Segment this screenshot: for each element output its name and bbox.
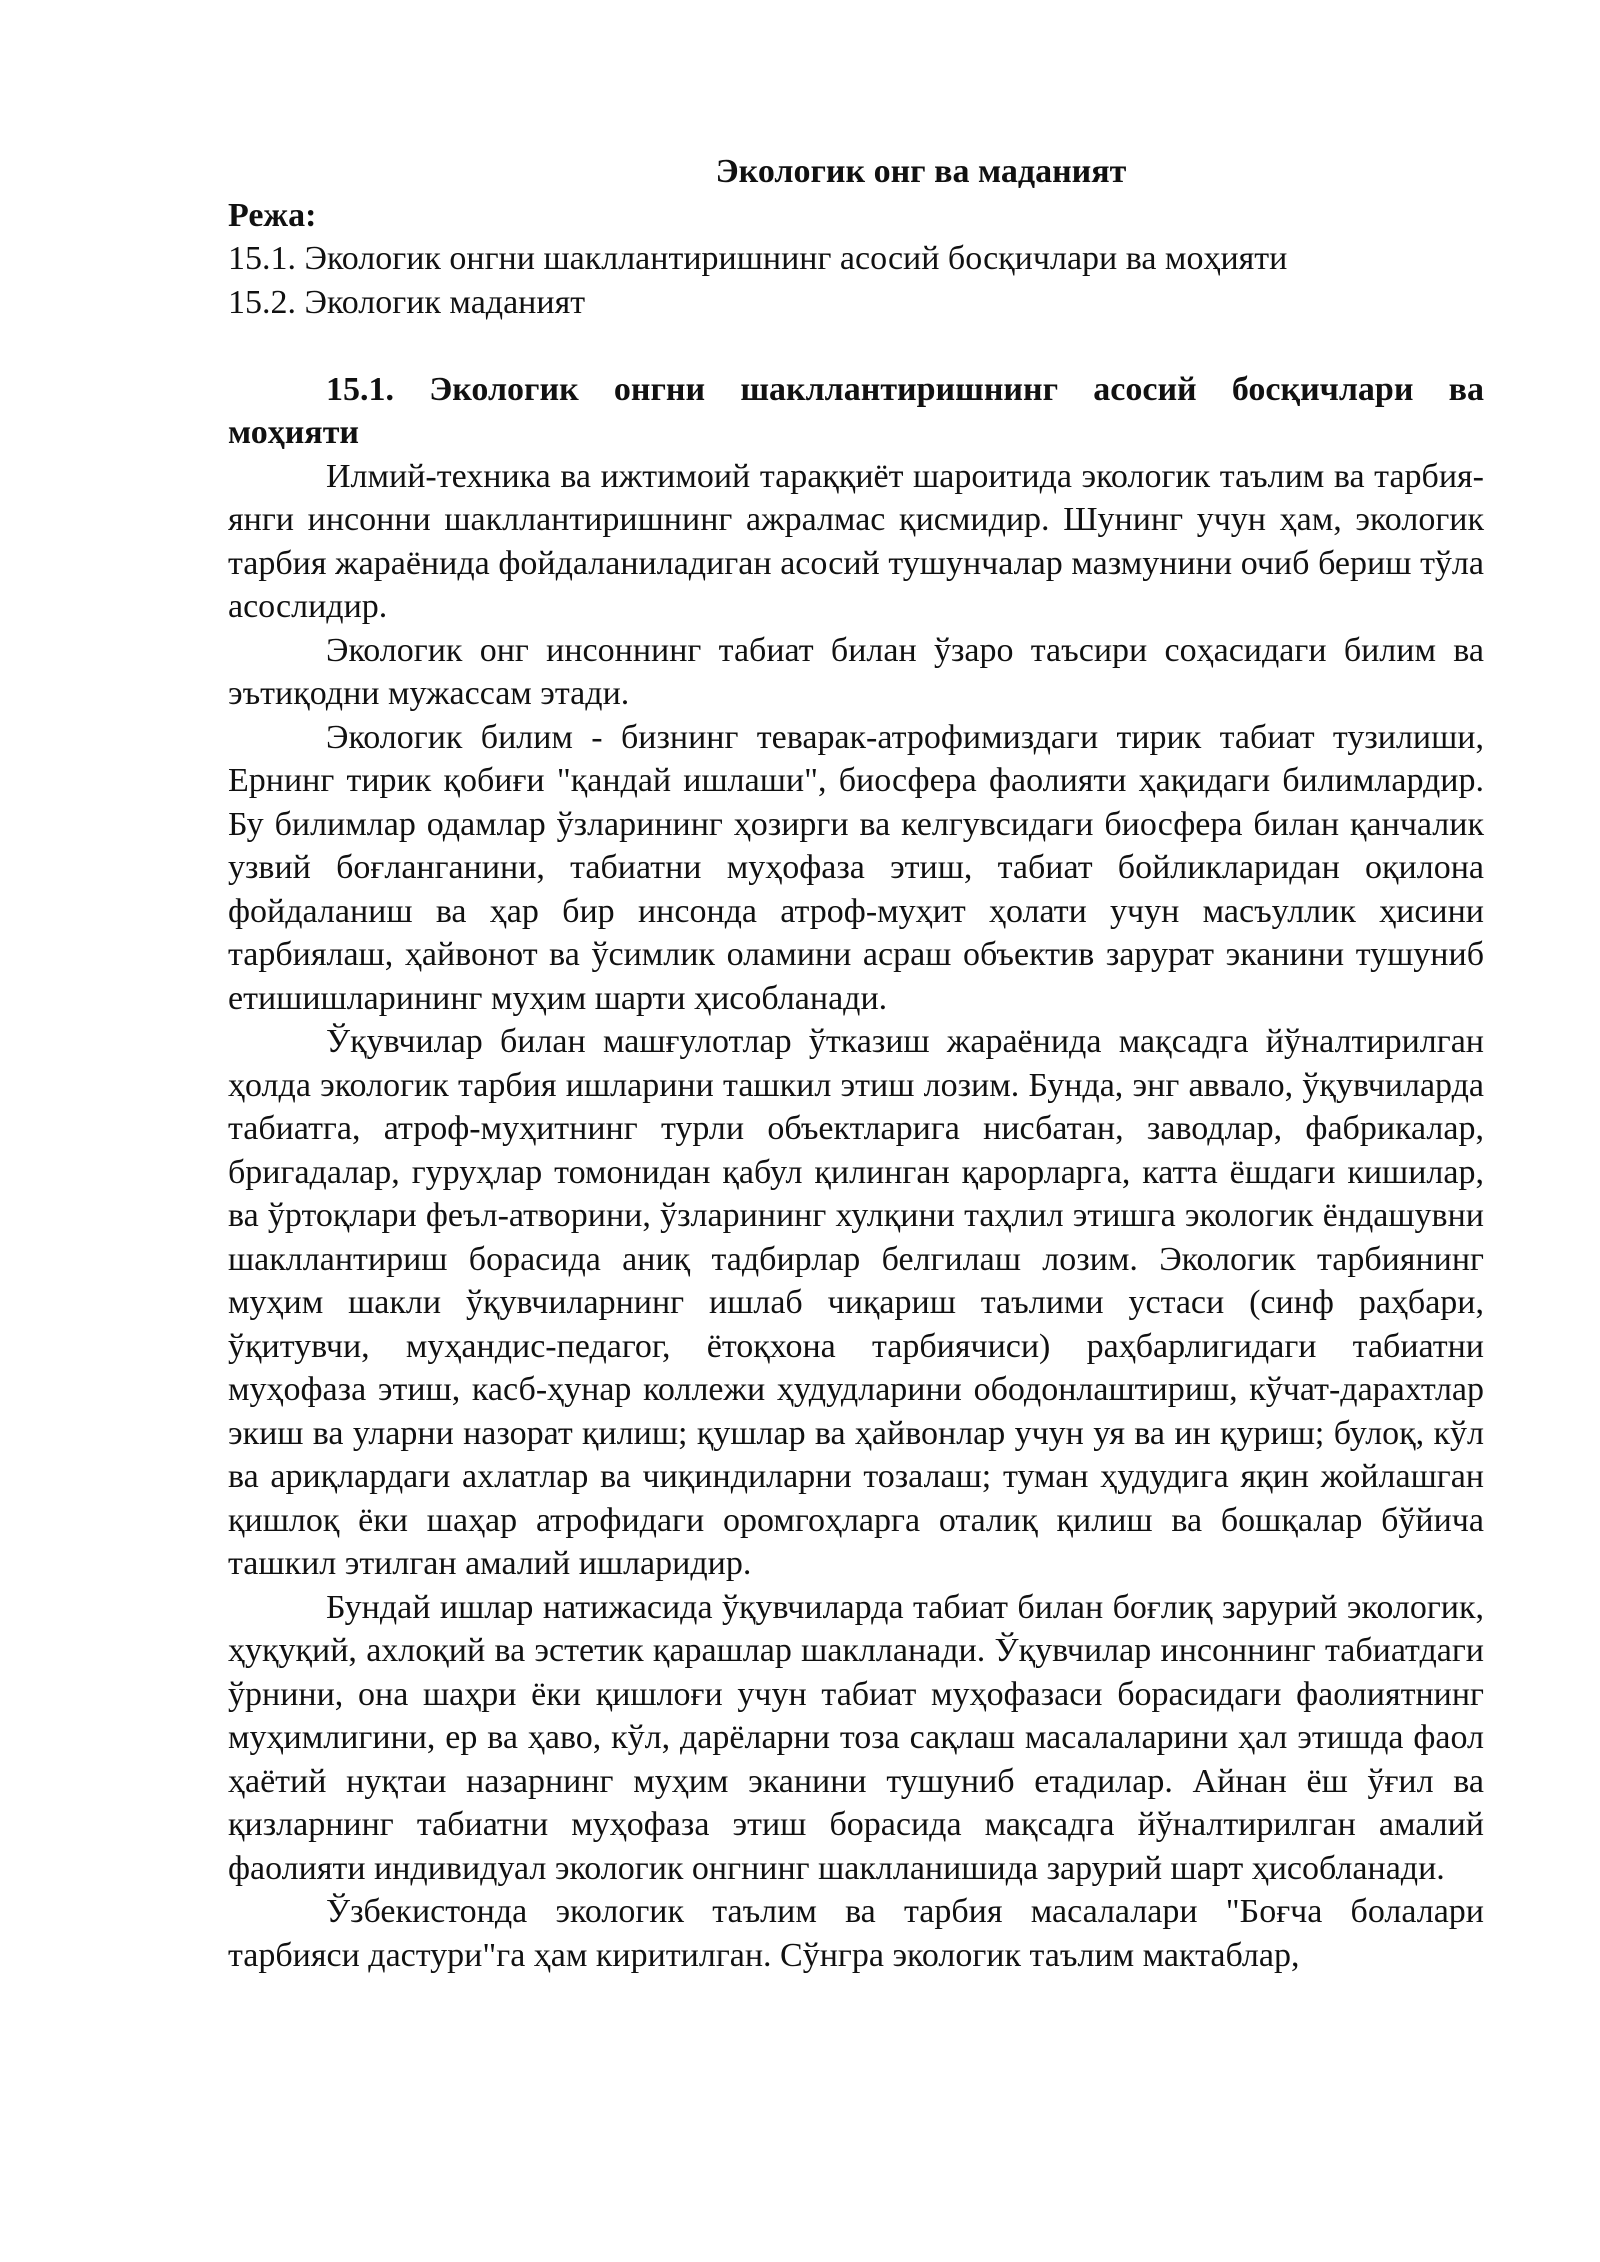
paragraph: Ўзбекистонда экологик таълим ва тарбия масалалари "Боғча болалари тарбияси дастури"га ҳам киритилган. Сўнгра экологик таълим мактаблар, <box>228 1893 1484 1974</box>
paragraph: Илмий-техника ва ижтимоий тараққиёт шароитида экологик таълим ва тарбия-янги инсонни шакллантиришнинг ажралмас қисмидир. Шунинг учун ҳам, экологик тарбия жараёнида фойдаланиладиган асосий тушунчалар мазмунини очиб бериш тўла асослидир. <box>228 457 1484 625</box>
paragraph: Бундай ишлар натижасида ўқувчиларда табиат билан боғлиқ зарурий экологик, ҳуқуқий, ахлоқий ва эстетик қарашлар шаклланади. Ўқувчилар инсоннинг табиатдаги ўрнини, она шаҳри ёки қишлоғи учун табиат муҳофазаси борасидаги фаолиятнинг муҳимлигини, ер ва ҳаво, кўл, дарёларни тоза сақлаш масалаларини ҳал этишда фаол ҳаётий нуқтаи назарнинг муҳим эканини тушуниб етадилар. Айнан ёш ўғил ва қизларнинг табиатни муҳофаза этиш борасида мақсадга йўналтирилган амалий фаолияти индивидуал экологик онгнинг шаклланишида зарурий шарт ҳисобланади. <box>228 1588 1484 1887</box>
document-title: Экологик онг ва маданият <box>715 153 1127 190</box>
plan-item: 15.2. Экологик маданият <box>228 283 586 321</box>
section-heading: 15.1. Экологик онгни шакллантиришнинг асосий босқичлари ва моҳияти <box>228 370 1484 451</box>
paragraph: Экологик онг инсоннинг табиат билан ўзаро таъсири соҳасидаги билим ва эътиқодни мужассам этади. <box>228 631 1484 712</box>
plan-label: Режа: <box>228 196 317 234</box>
plan-list <box>228 237 1484 324</box>
paragraph: Экологик билим - бизнинг теварак-атрофимиздаги тирик табиат тузилиши, Ернинг тирик қобиғи "қандай ишлаши", биосфера фаолияти ҳақидаги билимлардир. Бу билимлар одамлар ўзларининг ҳозирги ва келгувсидаги биосфера билан қанчалик узвий боғланганини, табиатни муҳофаза этиш, табиат бойликларидан оқилона фойдаланиш ва ҳар бир инсонда атроф-муҳит ҳолати учун масъуллик ҳисини тарбиялаш, ҳайвонот ва ўсимлик оламини асраш объектив зарурат эканини тушуниб етишишларининг муҳим шарти ҳисобланади. <box>228 718 1484 1017</box>
document-page <box>228 150 1484 1977</box>
plan-item: 15.1. Экологик онгни шакллантиришнинг асосий босқичлари ва моҳияти <box>228 240 1288 277</box>
paragraph: Ўқувчилар билан машғулотлар ўтказиш жараёнида мақсадга йўналтирилган ҳолда экологик тарбия ишларини ташкил этиш лозим. Бунда, энг аввало, ўқувчиларда табиатга, атроф-муҳитнинг турли объектларига нисбатан, заводлар, фабрикалар, бригадалар, гуруҳлар томонидан қабул қилинган қарорларга, катта ёшдаги кишилар, ва ўртоқлари феъл-атворини, ўзларининг хулқини таҳлил этишга экологик ёндашувни шакллантириш борасида аниқ тадбирлар белгилаш лозим. Экологик тарбиянинг муҳим шакли ўқувчиларнинг ишлаб чиқариш таълими устаси (синф раҳбари, ўқитувчи, муҳандис-педагог, ётоқхона тарбиячиси) раҳбарлигидаги табиатни муҳофаза этиш, касб-ҳунар коллежи ҳудудларини ободонлаштириш, кўчат-дарахтлар экиш ва уларни назорат қилиш; қушлар ва ҳайвонлар учун уя ва ин қуриш; булоқ, кўл ва ариқлардаги ахлатлар ва чиқиндиларни тозалаш; туман ҳудудига яқин жойлашган қишлоқ ёки шаҳар атрофидаги оромгоҳларга оталиқ қилиш ва бошқалар бўйича ташкил этилган амалий ишларидир. <box>228 1023 1484 1582</box>
